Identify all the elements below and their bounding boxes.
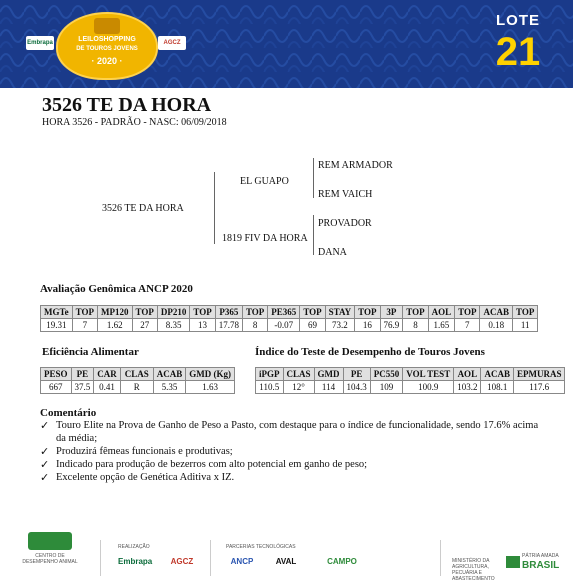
table-header: TOP [403, 306, 428, 319]
table-header: AOL [428, 306, 455, 319]
logo-year: · 2020 · [91, 56, 123, 66]
table-cell: 76.9 [380, 319, 403, 332]
animal-title: 3526 TE DA HORA [42, 94, 212, 116]
table-header: STAY [325, 306, 355, 319]
genomica-title: Avaliação Genômica ANCP 2020 [40, 283, 193, 295]
table-cell: 100.9 [403, 381, 454, 394]
table-cell: 17.78 [215, 319, 242, 332]
table-header: MP120 [98, 306, 133, 319]
crown-icon [94, 18, 120, 34]
table-header: GMD (Kg) [186, 368, 235, 381]
agcz-footer-logo: AGCZ [170, 557, 194, 566]
table-cell: 0.41 [94, 381, 121, 394]
table-cell: 27 [132, 319, 157, 332]
event-badge [56, 12, 158, 80]
table-header: TOP [512, 306, 537, 319]
table-header: TOP [455, 306, 480, 319]
comentario-title: Comentário [40, 407, 97, 419]
table-header: VOL TEST [403, 368, 454, 381]
table-header: P365 [215, 306, 242, 319]
comentario-text: Touro Elite na Prova de Ganho de Peso a Pasto, com destaque para o índice de funcionalidade, sendo 17.6% acima da média; [56, 420, 539, 444]
check-icon: ✓ [40, 445, 50, 458]
genomica-table [40, 305, 538, 332]
list-item [40, 458, 540, 471]
table-cell: 103.2 [454, 381, 481, 394]
desempenho-title: Índice do Teste de Desempenho de Touros Jovens [255, 346, 485, 358]
table-header-row [41, 368, 235, 381]
table-cell: 1.65 [428, 319, 455, 332]
table-cell: 37.5 [71, 381, 94, 394]
pedigree-line [313, 215, 314, 255]
table-cell: 73.2 [325, 319, 355, 332]
table-cell: 1.62 [98, 319, 133, 332]
table-cell: R [120, 381, 153, 394]
brasil-flag-icon [506, 556, 520, 568]
ancp-logo: ANCP [230, 557, 254, 566]
table-cell: 7 [72, 319, 97, 332]
pedigree-sire: EL GUAPO [240, 176, 289, 187]
logo-text-2: DE TOUROS JOVENS [76, 46, 138, 52]
table-cell: 16 [355, 319, 380, 332]
check-icon: ✓ [40, 419, 50, 432]
footer-divider [440, 540, 441, 576]
lote-number: 21 [495, 30, 541, 74]
table-cell: 114 [314, 381, 343, 394]
eficiencia-title: Eficiência Alimentar [42, 346, 139, 358]
cda-text: CENTRO DE DESEMPENHO ANIMAL [22, 553, 78, 565]
list-item [40, 471, 540, 484]
table-header: ACAB [481, 368, 514, 381]
table-row [41, 319, 538, 332]
comentario-text: Indicado para produção de bezerros com alto potencial em ganho de peso; [56, 459, 368, 470]
pedigree-dam-dam: DANA [318, 247, 347, 258]
table-header: PE [343, 368, 370, 381]
table-header: ACAB [480, 306, 513, 319]
table-cell: -0.07 [268, 319, 300, 332]
table-header: TOP [190, 306, 215, 319]
table-row [41, 381, 235, 394]
pedigree-dam: 1819 FIV DA HORA [222, 233, 308, 244]
table-cell: 5.35 [153, 381, 186, 394]
table-header: TOP [300, 306, 325, 319]
embrapa-logo: Embrapa [26, 36, 54, 50]
header-banner [0, 0, 573, 88]
footer-divider [100, 540, 101, 576]
pedigree-line [313, 158, 314, 198]
table-cell: 7 [455, 319, 480, 332]
realizacao-label: REALIZAÇÃO [118, 544, 150, 550]
brasil-text: BRASIL [522, 560, 560, 571]
table-header: GMD [314, 368, 343, 381]
table-header: CAR [94, 368, 121, 381]
table-header: iPGP [256, 368, 284, 381]
table-header: MGTe [41, 306, 73, 319]
comentario-list [40, 419, 540, 484]
comentario-text: Produzirá fêmeas funcionais e produtivas; [56, 446, 233, 457]
table-cell: 11 [512, 319, 537, 332]
leiloshopping-logo [26, 6, 186, 84]
table-cell: 8 [403, 319, 428, 332]
pedigree-line [214, 172, 215, 244]
table-header: ACAB [153, 368, 186, 381]
table-cell: 110.5 [256, 381, 284, 394]
table-cell: 0.18 [480, 319, 513, 332]
table-header: PE365 [268, 306, 300, 319]
table-cell: 8 [242, 319, 267, 332]
ministerio-text: MINISTÉRIO DA AGRICULTURA, PECUÁRIA E ABASTECIMENTO [452, 558, 495, 582]
patria-text: PÁTRIA AMADA [522, 553, 559, 559]
table-cell: 13 [190, 319, 215, 332]
table-cell: 19.31 [41, 319, 73, 332]
table-row [256, 381, 565, 394]
table-header: PC550 [370, 368, 403, 381]
footer-divider [210, 540, 211, 576]
table-cell: 667 [41, 381, 72, 394]
campo-logo: CAMPO [327, 557, 357, 566]
table-header: CLAS [283, 368, 314, 381]
table-header: PE [71, 368, 94, 381]
list-item [40, 419, 540, 445]
animal-subtitle: HORA 3526 - PADRÃO - NASC: 06/09/2018 [42, 117, 227, 128]
table-cell: 12° [283, 381, 314, 394]
table-header: TOP [355, 306, 380, 319]
table-header: EPMURAS [513, 368, 565, 381]
table-header: DP210 [157, 306, 190, 319]
table-cell: 1.63 [186, 381, 235, 394]
comentario-text: Excelente opção de Genética Aditiva x IZ. [56, 472, 235, 483]
desempenho-table [255, 367, 565, 394]
table-header: TOP [72, 306, 97, 319]
check-icon: ✓ [40, 471, 50, 484]
table-cell: 69 [300, 319, 325, 332]
table-header: TOP [132, 306, 157, 319]
table-cell: 104.3 [343, 381, 370, 394]
table-cell: 8.35 [157, 319, 190, 332]
embrapa-footer-logo: Embrapa [118, 557, 153, 566]
pedigree-sire-sire: REM ARMADOR [318, 160, 393, 171]
table-cell: 108.1 [481, 381, 514, 394]
table-header-row [256, 368, 565, 381]
table-header: AOL [454, 368, 481, 381]
pedigree-dam-sire: PROVADOR [318, 218, 372, 229]
agcz-logo: AGCZ [158, 36, 186, 50]
lote-label: LOTE [496, 12, 540, 29]
logo-text-1: LEILOSHOPPING [78, 36, 136, 43]
table-header: 3P [380, 306, 403, 319]
parcerias-label: PARCERIAS TECNOLÓGICAS [226, 544, 296, 550]
table-cell: 117.6 [513, 381, 565, 394]
list-item [40, 445, 540, 458]
pedigree-sire-dam: REM VAICH [318, 189, 373, 200]
table-header: PESO [41, 368, 72, 381]
check-icon: ✓ [40, 458, 50, 471]
table-header: TOP [242, 306, 267, 319]
table-header-row [41, 306, 538, 319]
cda-logo [28, 532, 72, 550]
pedigree-self: 3526 TE DA HORA [102, 203, 184, 214]
eficiencia-table [40, 367, 235, 394]
table-cell: 109 [370, 381, 403, 394]
aval-logo: AVAL [275, 557, 297, 566]
table-header: CLAS [120, 368, 153, 381]
